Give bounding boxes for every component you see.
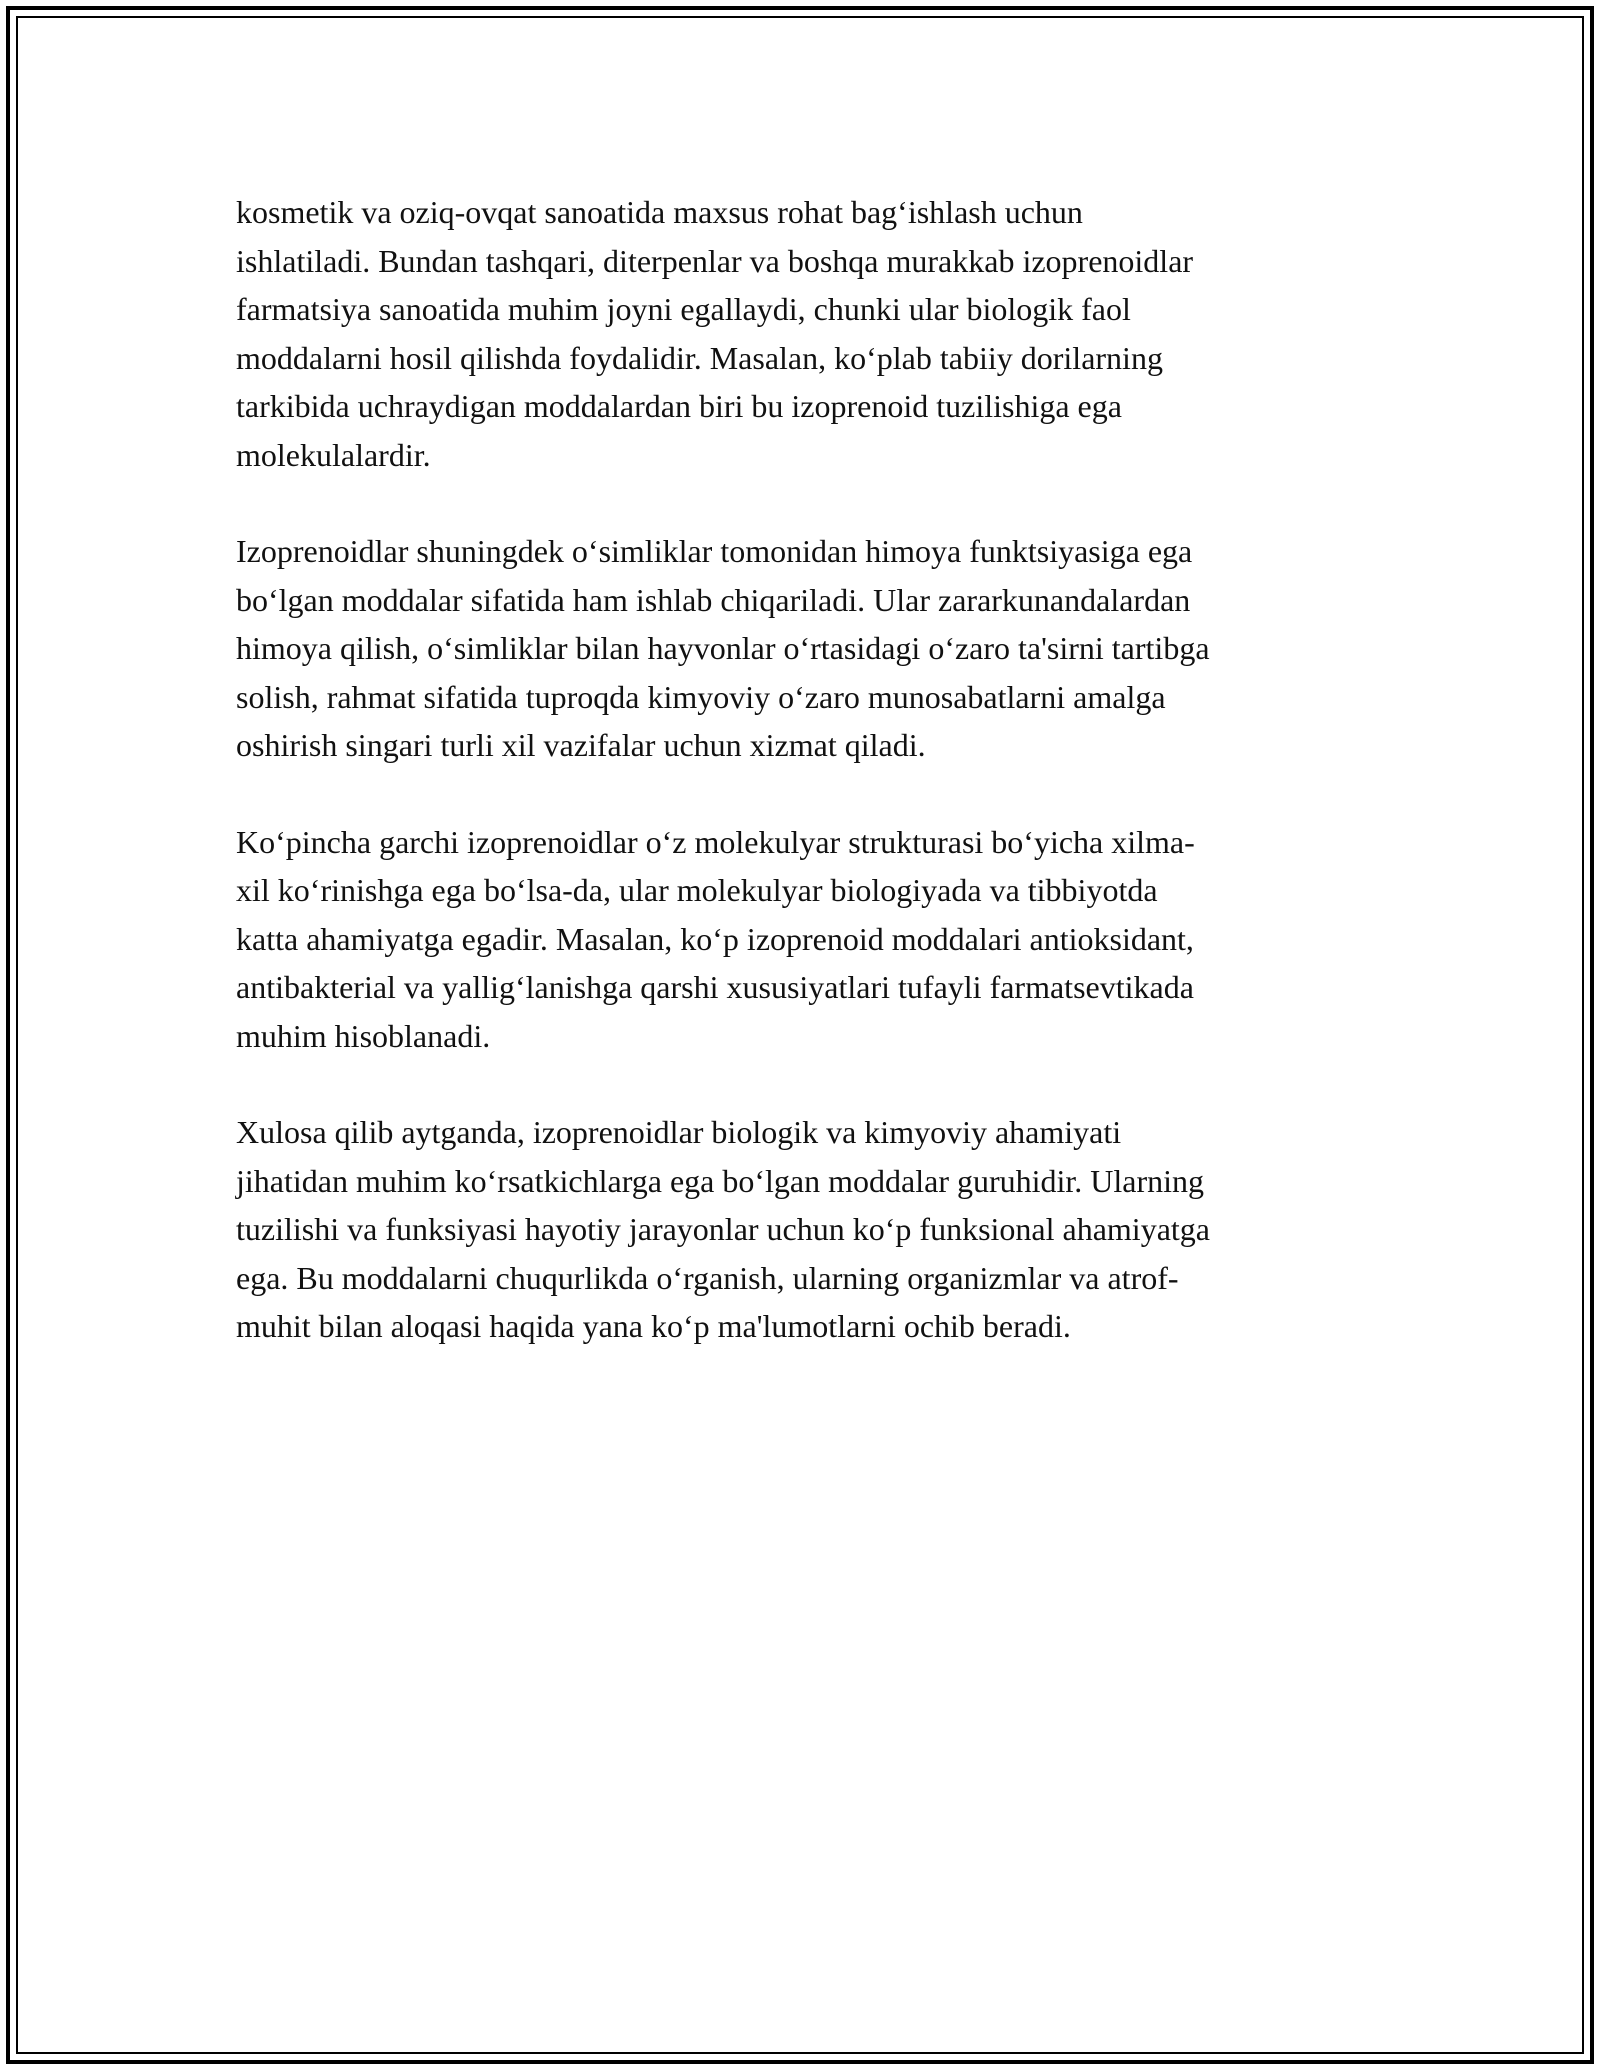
text-line: xil ko‘rinishga ega bo‘lsa-da, ular molekulyar biologiyada va tibbiyotda (236, 872, 1158, 908)
text-line: farmatsiya sanoatida muhim joyni egallaydi, chunki ular biologik faol (236, 291, 1131, 327)
text-line: kosmetik va oziq-ovqat sanoatida maxsus rohat bag‘ishlash uchun (236, 194, 1083, 230)
text-line: Izoprenoidlar shuningdek o‘simliklar tomonidan himoya funktsiyasiga ega (236, 533, 1193, 569)
paragraph-2 (236, 527, 1356, 770)
text-line: jihatidan muhim ko‘rsatkichlarga ega bo‘lgan moddalar guruhidir. Ularning (236, 1162, 1205, 1199)
text-line: muhit bilan aloqasi haqida yana ko‘p ma'lumotlarni ochib beradi. (236, 1308, 1071, 1344)
text-line: tuzilishi va funksiyasi hayotiy jarayonlar uchun ko‘p funksional ahamiyatga (236, 1211, 1210, 1247)
paragraph-1 (236, 188, 1356, 479)
text-line: molekulalardir. (236, 436, 431, 473)
text-line: ishlatiladi. Bundan tashqari, diterpenlar va boshqa murakkab izoprenoidlar (236, 242, 1194, 279)
text-line: solish, rahmat sifatida tuproqda kimyoviy o‘zaro munosabatlarni amalga (236, 678, 1166, 715)
text-line: katta ahamiyatga egadir. Masalan, ko‘p izoprenoid moddalari antioksidant, (236, 920, 1194, 957)
text-line: oshirish singari turli xil vazifalar uchun xizmat qiladi. (236, 727, 926, 763)
text-line: himoya qilish, o‘simliklar bilan hayvonlar o‘rtasidagi o‘zaro ta'sirni tartibga (236, 630, 1210, 666)
text-line: muhim hisoblanadi. (236, 1017, 491, 1054)
text-line: antibakterial va yallig‘lanishga qarshi xususiyatlari tufayli farmatsevtikada (236, 969, 1194, 1005)
paragraph-3 (236, 818, 1356, 1061)
document-body (236, 188, 1356, 1399)
paragraph-4 (236, 1108, 1356, 1351)
text-line: Xulosa qilib aytganda, izoprenoidlar biologik va kimyoviy ahamiyati (236, 1114, 1122, 1150)
text-line: bo‘lgan moddalar sifatida ham ishlab chiqariladi. Ular zararkunandalardan (236, 581, 1191, 618)
text-line: moddalarni hosil qilishda foydalidir. Masalan, ko‘plab tabiiy dorilarning (236, 339, 1163, 376)
text-line: ega. Bu moddalarni chuqurlikda o‘rganish, ularning organizmlar va atrof- (236, 1259, 1179, 1296)
text-line: Ko‘pincha garchi izoprenoidlar o‘z molekulyar strukturasi bo‘yicha xilma- (236, 823, 1195, 860)
text-line: tarkibida uchraydigan moddalardan biri bu izoprenoid tuzilishiga ega (236, 388, 1122, 424)
